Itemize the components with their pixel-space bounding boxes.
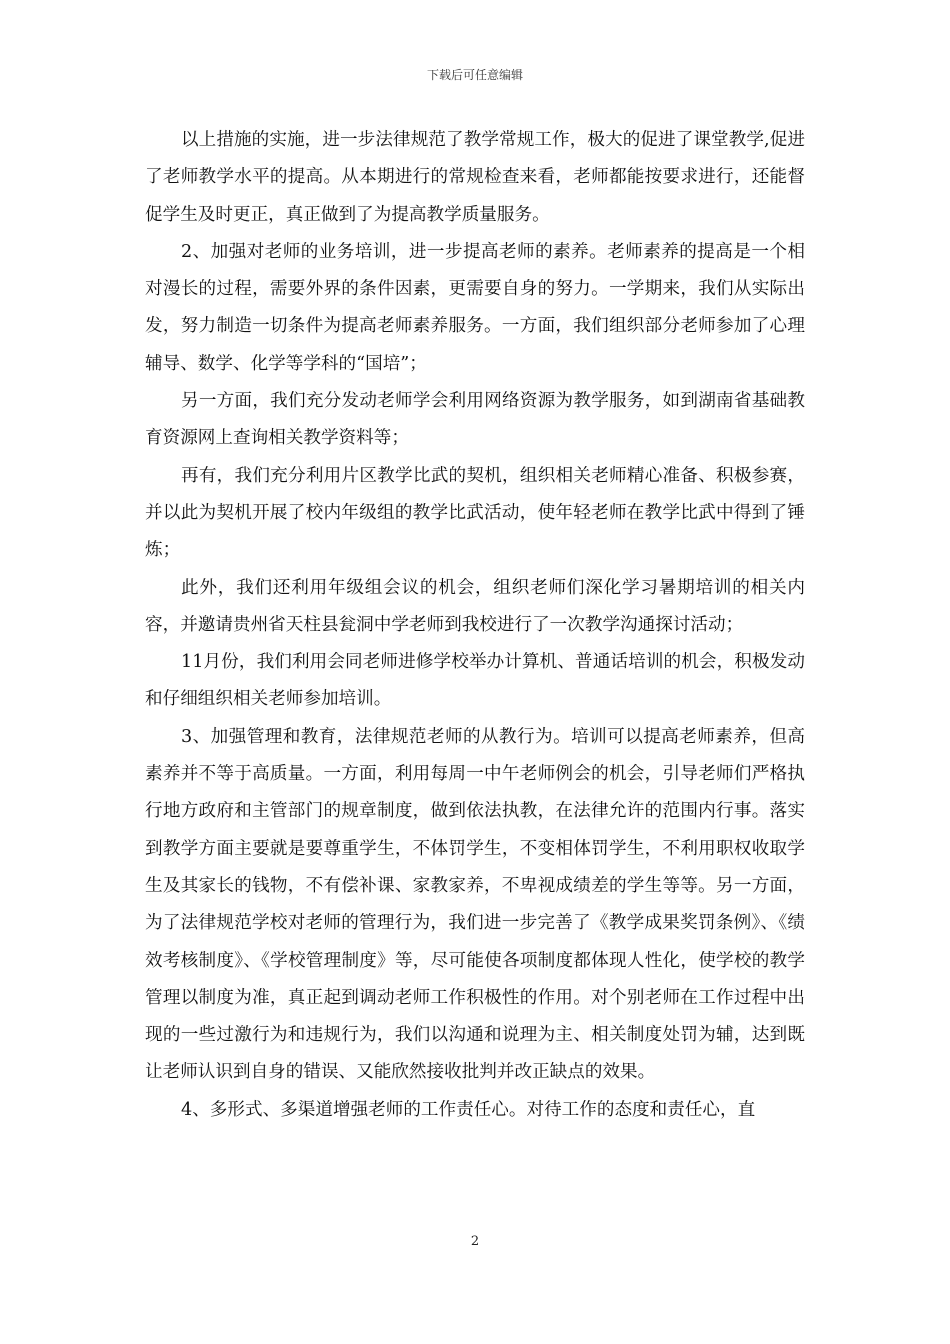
paragraph: 另一方面，我们充分发动老师学会利用网络资源为教学服务，如到湖南省基础教育资源网上查询相关教学资料等； [145, 391, 805, 449]
paragraph: 此外，我们还利用年级组会议的机会，组织老师们深化学习暑期培训的相关内容，并邀请贵州省天柱县瓮洞中学老师到我校进行了一次教学沟通探讨活动； [145, 577, 805, 635]
paragraph: 3、加强管理和教育，法律规范老师的从教行为。培训可以提高老师素养，但高素养并不等于高质量。一方面，利用每周一中午老师例会的机会，引导老师们严格执行地方政府和主管部门的规章制度，做到依法执教，在法律允许的范围内行事。落实到教学方面主要就是要尊重学生，不体罚学生，不变相体罚学生，不利用职权收取学生及其家长的钱物，不有偿补课、家教家养，不卑视成绩差的学生等等。另一方面，为了法律规范学校对老师的管理行为，我们进一步完善了《教学成果奖罚条例》、《绩效考核制度》、《学校管理制度》等，尽可能使各项制度都体现人性化，使学校的教学管理以制度为准，真正起到调动老师工作积极性的作用。对个别老师在工作过程中出现的一些过激行为和违规行为，我们以沟通和说理为主、相关制度处罚为辅，达到既让老师认识到自身的错误、又能欣然接收批判并改正缺点的效果。 [145, 726, 805, 1083]
page-header: 下载后可任意编辑 [426, 68, 523, 82]
paragraph: 11月份，我们利用会同老师进修学校举办计算机、普通话培训的机会，积极发动和仔细组织相关老师参加培训。 [145, 652, 805, 710]
paragraph: 再有，我们充分利用片区教学比武的契机，组织相关老师精心准备、积极参赛，并以此为契机开展了校内年级组的教学比武活动，使年轻老师在教学比武中得到了锤炼； [145, 465, 805, 561]
paragraph: 以上措施的实施，进一步法律规范了教学常规工作，极大的促进了课堂教学,促进了老师教学水平的提高。从本期进行的常规检查来看，老师都能按要求进行，还能督促学生及时更正，真正做到了为提高教学质量服务。 [145, 130, 805, 225]
paragraph: 2、加强对老师的业务培训，进一步提高老师的素养。老师素养的提高是一个相对漫长的过程，需要外界的条件因素，更需要自身的努力。一学期来，我们从实际出发，努力制造一切条件为提高老师素养服务。一方面，我们组织部分老师参加了心理辅导、数学、化学等学科的“国培”； [145, 241, 805, 374]
page-number: 2 [470, 1234, 480, 1249]
paragraph: 4、多形式、多渠道增强老师的工作责任心。对待工作的态度和责任心，直 [181, 1099, 756, 1120]
document-body [145, 122, 805, 1129]
